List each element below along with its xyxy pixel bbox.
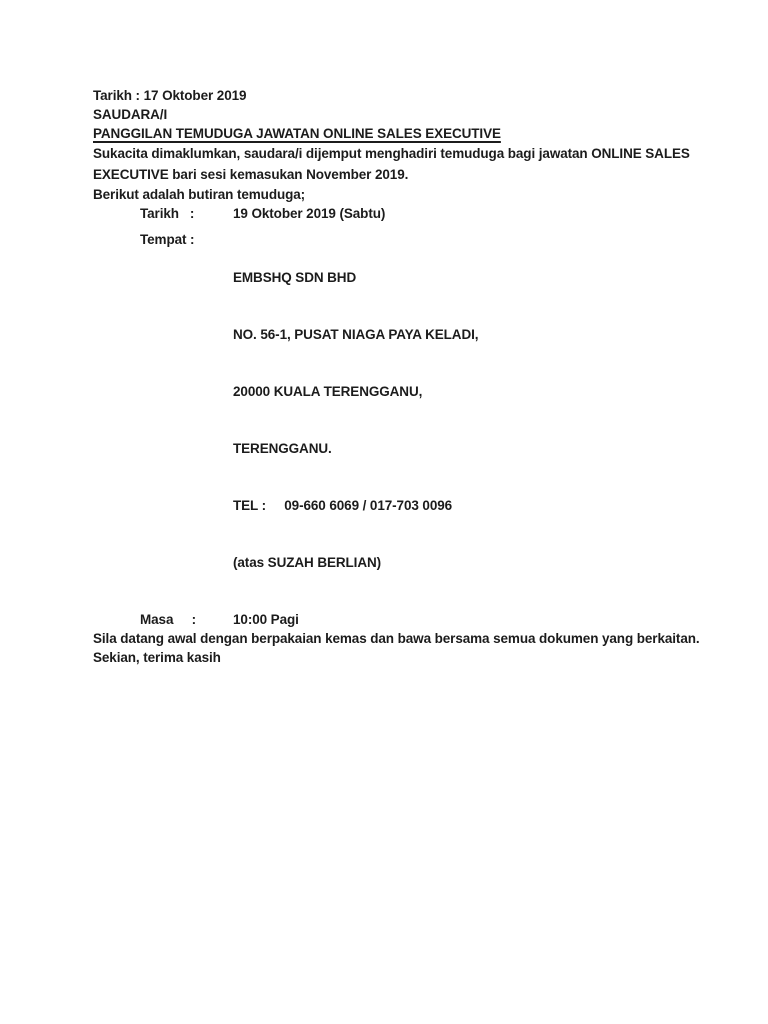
intro-paragraph: [93, 143, 753, 185]
detail-label-tarikh: Tarikh :: [140, 206, 195, 221]
tempat-line-city: 20000 KUALA TERENGGANU,: [233, 384, 423, 399]
closing-note: Sila datang awal dengan berpakaian kemas dan bawa bersama semua dokumen yang berkaitan.: [93, 631, 700, 646]
detail-label-masa: Masa :: [140, 612, 197, 627]
detail-value-tempat: [233, 230, 478, 610]
tempat-line-tel: TEL : 09-660 6069 / 017-703 0096: [233, 498, 453, 513]
tempat-line-state: TERENGGANU.: [233, 441, 332, 456]
letter-content: [93, 86, 753, 667]
sign-off: Sekian, terima kasih: [93, 650, 221, 665]
salutation: SAUDARA/I: [93, 107, 168, 122]
detail-row-masa: [93, 610, 753, 629]
date-line: Tarikh : 17 Oktober 2019: [93, 88, 247, 103]
subject-line: PANGGILAN TEMUDUGA JAWATAN ONLINE SALES EXECUTIVE: [93, 126, 501, 141]
details-intro: Berikut adalah butiran temuduga;: [93, 187, 306, 202]
tempat-line-company: EMBSHQ SDN BHD: [233, 270, 357, 285]
tempat-line-contact-person: (atas SUZAH BERLIAN): [233, 555, 382, 570]
intro-line: Sukacita dimaklumkan, saudara/i dijemput menghadiri temuduga bagi jawatan ONLINE SALES: [93, 146, 690, 161]
detail-row-tarikh: [93, 204, 753, 223]
detail-value-masa: 10:00 Pagi: [233, 612, 299, 627]
interview-details: [93, 204, 753, 629]
detail-row-tempat: [93, 230, 753, 610]
detail-label-tempat: Tempat :: [140, 232, 195, 247]
intro-line: EXECUTIVE bari sesi kemasukan November 2019.: [93, 167, 409, 182]
detail-value-tarikh: 19 Oktober 2019 (Sabtu): [233, 206, 386, 221]
tempat-line-street: NO. 56-1, PUSAT NIAGA PAYA KELADI,: [233, 327, 479, 342]
